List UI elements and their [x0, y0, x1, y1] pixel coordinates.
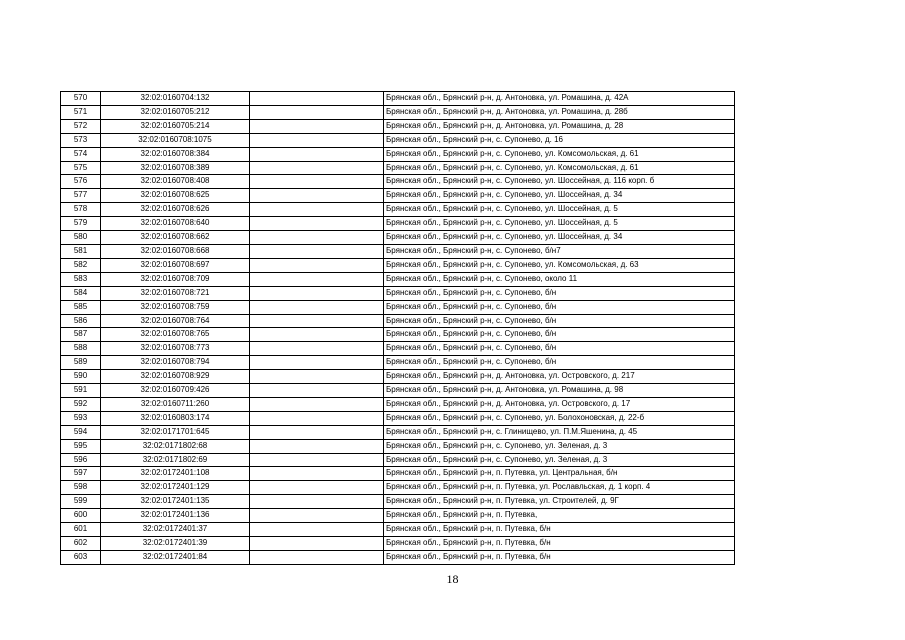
- empty-cell: [250, 523, 384, 537]
- empty-cell: [250, 342, 384, 356]
- address-cell: Брянская обл., Брянский р-н, с. Супонево, б/н: [384, 356, 735, 370]
- row-number-cell: 571: [61, 105, 101, 119]
- cadastral-number-cell: 32:02:0160708:773: [101, 342, 250, 356]
- empty-cell: [250, 537, 384, 551]
- address-cell: Брянская обл., Брянский р-н, п. Путевка, б/н: [384, 523, 735, 537]
- empty-cell: [250, 453, 384, 467]
- cadastral-number-cell: 32:02:0172401:84: [101, 550, 250, 564]
- table-row: [61, 495, 735, 509]
- table-row: [61, 217, 735, 231]
- cadastral-number-cell: 32:02:0171802:69: [101, 453, 250, 467]
- cadastral-number-cell: 32:02:0172401:37: [101, 523, 250, 537]
- empty-cell: [250, 147, 384, 161]
- cadastral-number-cell: 32:02:0172401:129: [101, 481, 250, 495]
- empty-cell: [250, 92, 384, 106]
- address-cell: Брянская обл., Брянский р-н, с. Супонево, б/н: [384, 286, 735, 300]
- address-cell: Брянская обл., Брянский р-н, п. Путевка, ул. Рославльская, д. 1 корп. 4: [384, 481, 735, 495]
- empty-cell: [250, 467, 384, 481]
- empty-cell: [250, 397, 384, 411]
- cadastral-number-cell: 32:02:0160708:384: [101, 147, 250, 161]
- row-number-cell: 575: [61, 161, 101, 175]
- table-row: [61, 453, 735, 467]
- row-number-cell: 587: [61, 328, 101, 342]
- empty-cell: [250, 425, 384, 439]
- address-cell: Брянская обл., Брянский р-н, с. Супонево, ул. Комсомольская, д. 61: [384, 147, 735, 161]
- table-row: [61, 119, 735, 133]
- row-number-cell: 570: [61, 92, 101, 106]
- cadastral-number-cell: 32:02:0160708:626: [101, 203, 250, 217]
- row-number-cell: 574: [61, 147, 101, 161]
- row-number-cell: 586: [61, 314, 101, 328]
- row-number-cell: 601: [61, 523, 101, 537]
- row-number-cell: 584: [61, 286, 101, 300]
- table-row: [61, 258, 735, 272]
- address-cell: Брянская обл., Брянский р-н, с. Супонево, ул. Болохоновская, д. 22-б: [384, 411, 735, 425]
- address-cell: Брянская обл., Брянский р-н, п. Путевка, б/н: [384, 550, 735, 564]
- empty-cell: [250, 231, 384, 245]
- table-row: [61, 161, 735, 175]
- table-row: [61, 328, 735, 342]
- empty-cell: [250, 203, 384, 217]
- cadastral-number-cell: 32:02:0172401:39: [101, 537, 250, 551]
- table-row: [61, 342, 735, 356]
- address-cell: Брянская обл., Брянский р-н, п. Путевка,: [384, 509, 735, 523]
- cadastral-number-cell: 32:02:0171802:68: [101, 439, 250, 453]
- cadastral-number-cell: 32:02:0160708:662: [101, 231, 250, 245]
- row-number-cell: 590: [61, 370, 101, 384]
- cadastral-number-cell: 32:02:0160708:640: [101, 217, 250, 231]
- row-number-cell: 602: [61, 537, 101, 551]
- row-number-cell: 599: [61, 495, 101, 509]
- table-row: [61, 272, 735, 286]
- row-number-cell: 578: [61, 203, 101, 217]
- row-number-cell: 597: [61, 467, 101, 481]
- empty-cell: [250, 356, 384, 370]
- address-cell: Брянская обл., Брянский р-н, с. Супонево, д. 16: [384, 133, 735, 147]
- empty-cell: [250, 384, 384, 398]
- cadastral-number-cell: 32:02:0160708:764: [101, 314, 250, 328]
- address-cell: Брянская обл., Брянский р-н, с. Супонево, ул. Шоссейная, д. 34: [384, 231, 735, 245]
- cadastral-number-cell: 32:02:0160708:709: [101, 272, 250, 286]
- address-cell: Брянская обл., Брянский р-н, с. Супонево, ул. Комсомольская, д. 61: [384, 161, 735, 175]
- address-cell: Брянская обл., Брянский р-н, д. Антоновка, ул. Островского, д. 17: [384, 397, 735, 411]
- row-number-cell: 576: [61, 175, 101, 189]
- table-row: [61, 537, 735, 551]
- address-cell: Брянская обл., Брянский р-н, с. Супонево, б/н: [384, 300, 735, 314]
- address-cell: Брянская обл., Брянский р-н, с. Супонево, б/н: [384, 328, 735, 342]
- row-number-cell: 581: [61, 244, 101, 258]
- address-cell: Брянская обл., Брянский р-н, с. Глинищево, ул. П.М.Яшенина, д. 45: [384, 425, 735, 439]
- row-number-cell: 598: [61, 481, 101, 495]
- empty-cell: [250, 439, 384, 453]
- cadastral-number-cell: 32:02:0160708:765: [101, 328, 250, 342]
- table-row: [61, 509, 735, 523]
- row-number-cell: 579: [61, 217, 101, 231]
- cadastral-number-cell: 32:02:0160708:389: [101, 161, 250, 175]
- address-cell: Брянская обл., Брянский р-н, п. Путевка, ул. Центральная, б/н: [384, 467, 735, 481]
- address-cell: Брянская обл., Брянский р-н, с. Супонево, б/н7: [384, 244, 735, 258]
- empty-cell: [250, 217, 384, 231]
- empty-cell: [250, 272, 384, 286]
- empty-cell: [250, 161, 384, 175]
- row-number-cell: 577: [61, 189, 101, 203]
- row-number-cell: 595: [61, 439, 101, 453]
- table-row: [61, 384, 735, 398]
- table-row: [61, 244, 735, 258]
- table-row: [61, 439, 735, 453]
- address-cell: Брянская обл., Брянский р-н, с. Супонево, б/н: [384, 314, 735, 328]
- empty-cell: [250, 175, 384, 189]
- cadastral-number-cell: 32:02:0172401:108: [101, 467, 250, 481]
- row-number-cell: 600: [61, 509, 101, 523]
- row-number-cell: 592: [61, 397, 101, 411]
- cadastral-number-cell: 32:02:0160708:697: [101, 258, 250, 272]
- table-row: [61, 92, 735, 106]
- address-cell: Брянская обл., Брянский р-н, с. Супонево, ул. Шоссейная, д. 34: [384, 189, 735, 203]
- address-cell: Брянская обл., Брянский р-н, с. Супонево, ул. Шоссейная, д. 116 корп. б: [384, 175, 735, 189]
- address-cell: Брянская обл., Брянский р-н, п. Путевка, ул. Строителей, д. 9Г: [384, 495, 735, 509]
- address-cell: Брянская обл., Брянский р-н, д. Антоновка, ул. Ромашина, д. 42А: [384, 92, 735, 106]
- row-number-cell: 588: [61, 342, 101, 356]
- cadastral-number-cell: 32:02:0160708:668: [101, 244, 250, 258]
- cadastral-number-cell: 32:02:0160708:625: [101, 189, 250, 203]
- row-number-cell: 591: [61, 384, 101, 398]
- address-cell: Брянская обл., Брянский р-н, с. Супонево, ул. Шоссейная, д. 5: [384, 203, 735, 217]
- table-row: [61, 147, 735, 161]
- empty-cell: [250, 133, 384, 147]
- page-number: 18: [446, 572, 459, 586]
- address-cell: Брянская обл., Брянский р-н, с. Супонево, ул. Шоссейная, д. 5: [384, 217, 735, 231]
- empty-cell: [250, 300, 384, 314]
- row-number-cell: 583: [61, 272, 101, 286]
- address-cell: Брянская обл., Брянский р-н, с. Супонево, ул. Зеленая, д. 3: [384, 453, 735, 467]
- address-cell: Брянская обл., Брянский р-н, п. Путевка, б/н: [384, 537, 735, 551]
- table-row: [61, 133, 735, 147]
- empty-cell: [250, 258, 384, 272]
- empty-cell: [250, 105, 384, 119]
- cadastral-number-cell: 32:02:0160708:721: [101, 286, 250, 300]
- cadastral-number-cell: 32:02:0160704:132: [101, 92, 250, 106]
- table-row: [61, 550, 735, 564]
- address-cell: Брянская обл., Брянский р-н, д. Антоновка, ул. Ромашина, д. 98: [384, 384, 735, 398]
- empty-cell: [250, 509, 384, 523]
- empty-cell: [250, 244, 384, 258]
- cadastral-number-cell: 32:02:0160708:1075: [101, 133, 250, 147]
- cadastral-number-cell: 32:02:0160709:426: [101, 384, 250, 398]
- table-row: [61, 189, 735, 203]
- row-number-cell: 589: [61, 356, 101, 370]
- cadastral-number-cell: 32:02:0160803:174: [101, 411, 250, 425]
- row-number-cell: 593: [61, 411, 101, 425]
- address-cell: Брянская обл., Брянский р-н, с. Супонево, ул. Комсомольская, д. 63: [384, 258, 735, 272]
- row-number-cell: 580: [61, 231, 101, 245]
- empty-cell: [250, 119, 384, 133]
- empty-cell: [250, 411, 384, 425]
- cadastral-number-cell: 32:02:0160708:794: [101, 356, 250, 370]
- address-cell: Брянская обл., Брянский р-н, с. Супонево, около 11: [384, 272, 735, 286]
- table-row: [61, 314, 735, 328]
- empty-cell: [250, 550, 384, 564]
- empty-cell: [250, 286, 384, 300]
- empty-cell: [250, 495, 384, 509]
- table-row: [61, 411, 735, 425]
- table-row: [61, 425, 735, 439]
- row-number-cell: 572: [61, 119, 101, 133]
- table-row: [61, 286, 735, 300]
- empty-cell: [250, 328, 384, 342]
- cadastral-number-cell: 32:02:0172401:136: [101, 509, 250, 523]
- cadastral-number-cell: 32:02:0160708:759: [101, 300, 250, 314]
- table-row: [61, 523, 735, 537]
- address-cell: Брянская обл., Брянский р-н, с. Супонево, б/н: [384, 342, 735, 356]
- cadastral-number-cell: 32:02:0160708:929: [101, 370, 250, 384]
- empty-cell: [250, 370, 384, 384]
- table-row: [61, 397, 735, 411]
- table-row: [61, 105, 735, 119]
- cadastral-number-cell: 32:02:0172401:135: [101, 495, 250, 509]
- registry-table-body: [61, 92, 735, 565]
- table-row: [61, 203, 735, 217]
- table-row: [61, 175, 735, 189]
- table-row: [61, 370, 735, 384]
- address-cell: Брянская обл., Брянский р-н, с. Супонево, ул. Зеленая, д. 3: [384, 439, 735, 453]
- table-row: [61, 356, 735, 370]
- empty-cell: [250, 189, 384, 203]
- address-cell: Брянская обл., Брянский р-н, д. Антоновка, ул. Ромашина, д. 28б: [384, 105, 735, 119]
- table-row: [61, 231, 735, 245]
- empty-cell: [250, 314, 384, 328]
- table-row: [61, 481, 735, 495]
- cadastral-number-cell: 32:02:0160705:214: [101, 119, 250, 133]
- row-number-cell: 594: [61, 425, 101, 439]
- cadastral-number-cell: 32:02:0171701:645: [101, 425, 250, 439]
- cadastral-number-cell: 32:02:0160705:212: [101, 105, 250, 119]
- table-row: [61, 467, 735, 481]
- row-number-cell: 582: [61, 258, 101, 272]
- cadastral-number-cell: 32:02:0160708:408: [101, 175, 250, 189]
- row-number-cell: 585: [61, 300, 101, 314]
- row-number-cell: 603: [61, 550, 101, 564]
- row-number-cell: 573: [61, 133, 101, 147]
- table-row: [61, 300, 735, 314]
- row-number-cell: 596: [61, 453, 101, 467]
- cadastral-number-cell: 32:02:0160711:260: [101, 397, 250, 411]
- address-cell: Брянская обл., Брянский р-н, д. Антоновка, ул. Ромашина, д. 28: [384, 119, 735, 133]
- empty-cell: [250, 481, 384, 495]
- registry-table: [60, 91, 735, 565]
- address-cell: Брянская обл., Брянский р-н, д. Антоновка, ул. Островского, д. 217: [384, 370, 735, 384]
